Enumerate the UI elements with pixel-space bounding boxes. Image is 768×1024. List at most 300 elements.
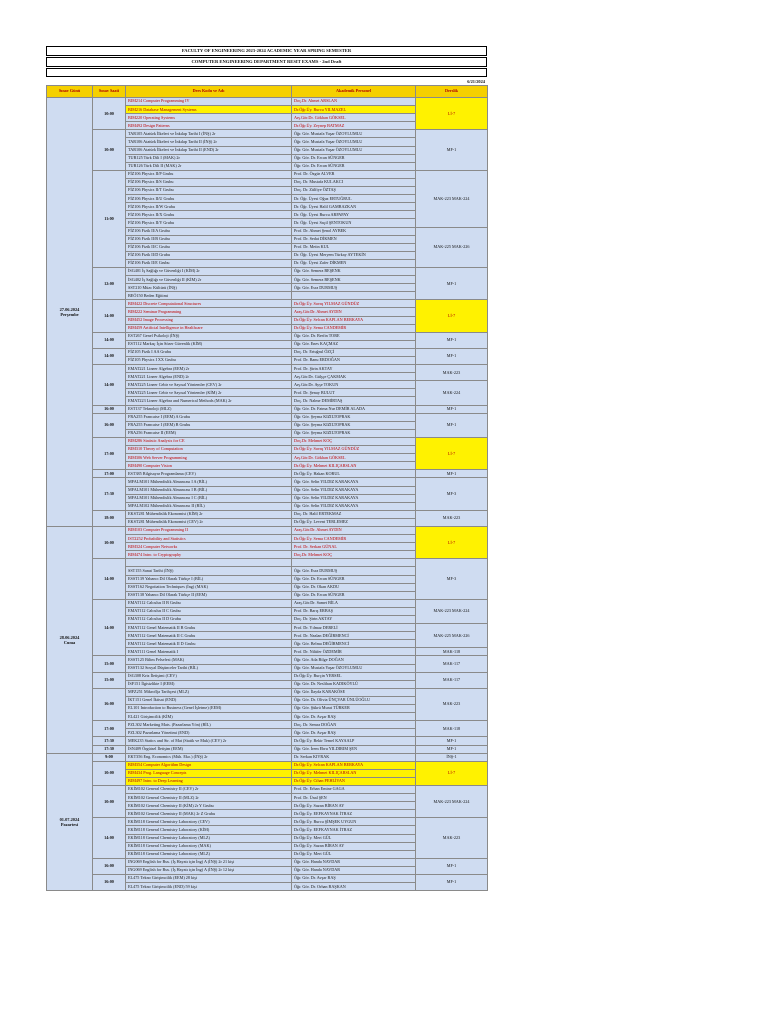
exam-time-cell: 16:00 [93, 858, 126, 874]
staff-cell: Öğr. Gör. Dr. Ercan SÜNGER [292, 591, 416, 599]
course-cell: FRA255 Francaise I (EEM) A Grubu [126, 413, 292, 421]
staff-cell: Öğr. Gör. Enes KAÇMAZ [292, 340, 416, 348]
staff-cell: Öğr. Gör. Belma DEĞİRMENCİ [292, 640, 416, 648]
course-cell: BIM459 Artificial Intelligence in Healthcare [126, 324, 292, 332]
course-cell: FİZ106 Physics II/T Grubu [126, 187, 292, 195]
table-row [47, 559, 488, 567]
exam-date: 28.06.2024 [59, 634, 80, 640]
table-row [47, 721, 488, 729]
staff-cell: Doç. Dr. Ertuğrul ÖZÇİ [292, 348, 416, 356]
table-row [47, 365, 488, 373]
room-cell: Lİ-7 [416, 98, 488, 130]
room-cell: MAK-225 MAK-226 [416, 624, 488, 648]
room-cell: MAK-223 MAK-224 [416, 599, 488, 623]
table-row [47, 672, 488, 680]
room-cell: MAK-223 [416, 510, 488, 526]
course-cell: EL475 Tekno Girişimcilik (END) 59 kişi [126, 883, 292, 891]
table-row [47, 348, 488, 356]
table-row [47, 267, 488, 275]
staff-cell: Öğr. Gör. Semera BEŞENK [292, 267, 416, 275]
staff-cell: Öğr. Gör. Dr. Ercan SÜNGER [292, 575, 416, 583]
course-cell: İSG308 Kriz İletişimi (CEV) [126, 672, 292, 680]
table-row [47, 599, 488, 607]
course-cell: PZL302 Marketing Mats. (Pazarlama Yön) (BİL) [126, 721, 292, 729]
exam-time-cell: 17:30 [93, 737, 126, 745]
course-cell: BIM103 Computer Programming II [126, 526, 292, 534]
staff-cell: Dr.Öğr.Üy. Savaş YILMAZ GÜNDÜZ [292, 446, 416, 454]
course-cell: EKİM102 General Chemistry II (CEV) 2r [126, 785, 292, 793]
course-cell: EL101 Introduction to Business (Genel İşletme) (EEM) [126, 705, 292, 713]
table-row [47, 875, 488, 883]
room-cell: MF-1 [416, 130, 488, 170]
staff-cell: Prof. Dr. Yılmaz DERELİ [292, 624, 416, 632]
exam-time-cell: 11:00 [93, 170, 126, 267]
room-cell: MAK-118 [416, 648, 488, 656]
staff-cell: Prof. Dr. Ünal ŞEN [292, 794, 416, 802]
room-cell: MAK-223 [416, 688, 488, 720]
course-cell: BIM306 Web Server Programming [126, 454, 292, 462]
table-row [47, 753, 488, 761]
staff-cell: Prof. Dr. Banu ERDOĞAN [292, 357, 416, 365]
course-cell: EMAT112 Genel Matematik II D Grubu [126, 640, 292, 648]
table-row [47, 470, 488, 478]
course-cell: BIM286 Statistic Analysis for CE [126, 437, 292, 445]
course-cell: FİZ106 Physics II/P Grubu [126, 170, 292, 178]
exam-time-cell: 14:00 [93, 365, 126, 405]
course-cell: FİZ106 Fizik II/D Grubu [126, 251, 292, 259]
course-cell: IST2252 Probability and Statistics [126, 535, 292, 543]
col-header-course: Ders Kodu ve Adı [126, 86, 292, 98]
course-cell: EKİM118 General Chemistry Laboratory (MAK) [126, 842, 292, 850]
course-cell: BIM222 Seminar Programming [126, 308, 292, 316]
staff-cell: Dr. Serkan KIVRAK [292, 753, 416, 761]
col-header-room: Derslik [416, 86, 488, 98]
exam-time-cell: 17:00 [93, 721, 126, 737]
course-cell: PZL302 Pazarlama Yönetimi (END) [126, 729, 292, 737]
course-cell: İSG401 İş Sağlığı ve Güvenliği I (KİM) 2r [126, 267, 292, 275]
staff-cell: Dr. Öğr. Üyesi Oğuz ERTUĞRUL [292, 195, 416, 203]
exam-time-cell: 10:00 [93, 130, 126, 170]
table-row [47, 656, 488, 664]
course-cell: BIM434 Prog. Language Concepts [126, 769, 292, 777]
staff-cell: Dr.Öğr.Üy. Mehmet KILIÇARSLAN [292, 462, 416, 470]
exam-time-cell: 14:00 [93, 599, 126, 656]
document-date: 6/21/2024 [467, 79, 485, 84]
course-cell: EKİM102 General Chemistry II (MAK) 2r Z Grubu [126, 810, 292, 818]
exam-time-cell: 17:30 [93, 478, 126, 510]
exam-time-cell: 14:00 [93, 818, 126, 858]
course-cell: TUR125 Türk Dili I (MAK) 2r [126, 154, 292, 162]
table-row [47, 413, 488, 421]
course-cell: EKİM118 General Chemistry Laboratory (CEV) [126, 818, 292, 826]
course-cell: FİZ106 Fizik II/B Grubu [126, 235, 292, 243]
course-cell: ESST138 Yabancı Dil Olarak Türkçe II (EEM) [126, 591, 292, 599]
exam-time-cell: 16:00 [93, 688, 126, 720]
staff-cell: Arş.Gör.Dr. Gökhan GÖKSEL [292, 114, 416, 122]
staff-cell: Dr.Öğr.Üy. Savaş YILMAZ GÜNDÜZ [292, 300, 416, 308]
table-row [47, 437, 488, 445]
staff-cell: Öğr. Gör. Dr. Orhan BAŞKAN [292, 883, 416, 891]
staff-cell: Doç. Dr. Zülfiye ÖZTAŞ [292, 187, 416, 195]
course-cell: EMAT112 Genel Matematik II B Grubu [126, 624, 292, 632]
exam-day-cell [47, 526, 93, 753]
course-cell: FİZ105 Physics I XX Grubu [126, 357, 292, 365]
staff-cell: Öğr. Gör. Dr. Ercan SÜNGER [292, 154, 416, 162]
exam-time-cell: 14:00 [93, 348, 126, 364]
course-cell: ING069 English for Bus. (İş Hayatı için İng) A (İNŞ) 2r 21 kişi [126, 858, 292, 866]
staff-cell: Araş.Gör.Dr. Ahmet AYDIN [292, 308, 416, 316]
course-cell: EMAT111 Genel Matematik I [126, 648, 292, 656]
course-cell: EMAT112 Calculus II B Grubu [126, 599, 292, 607]
staff-cell: Öğr. Gör. Mustafa Yaşar ÖZOYLUMLU [292, 138, 416, 146]
course-cell: BIM474 Intro. to Cryptography [126, 551, 292, 559]
course-cell: EMAT225 Lineer Cebir ve Sayısal Yöntemler (CEV) 2r [126, 381, 292, 389]
exam-time-cell: 14:00 [93, 559, 126, 599]
exam-weekday: Pazartesi [60, 821, 79, 827]
course-cell: İKT151 Genel İktisat (END) [126, 696, 292, 704]
staff-cell: Öğr. Gör. Handa NAVDAR [292, 858, 416, 866]
staff-cell: Prof. Dr. Özgür ALVER [292, 170, 416, 178]
course-cell: EL421 Girişimcilik (KİM) [126, 713, 292, 721]
room-cell: İNŞ-1 [416, 753, 488, 761]
col-header-staff: Akademik Personel [292, 86, 416, 98]
room-cell: MAK-117 [416, 672, 488, 688]
staff-cell: Öğr. Gör. Dr. Ercan SÜNGER [292, 162, 416, 170]
document-subtitle: COMPUTER ENGINEERING DEPARTMENT RESIT EXAMS - 2nd Draft [46, 57, 487, 67]
staff-cell: Dr.Öğr.Üy. Selcan KAPLAN BERKAYA [292, 761, 416, 769]
exam-time-cell: 10:00 [93, 761, 126, 785]
staff-cell: Doç.Dr. Mehmet KOÇ [292, 437, 416, 445]
exam-day-cell [47, 98, 93, 527]
course-cell: MFALM101 Mühendislik Almancası I B (BİL) [126, 486, 292, 494]
staff-cell: Dr.Öğr.Üy. Burcu YILMAZEL [292, 106, 416, 114]
staff-cell: Öğr. Gör. İlayda KARAKÖSE [292, 688, 416, 696]
course-cell: EMAT225 Lineer Cebir ve Sayısal Yöntemler (KİM) 2r [126, 389, 292, 397]
room-cell: Lİ-7 [416, 526, 488, 558]
course-cell: EST385 Bilgisayar Programlama (CEV) [126, 470, 292, 478]
course-cell: FİZ106 Fizik II/E Grubu [126, 259, 292, 267]
course-cell [126, 559, 292, 567]
staff-cell: Doç. Dr. Nalme DEMİRTAŞ [292, 397, 416, 405]
room-cell: MAK-223 [416, 365, 488, 381]
staff-cell: Doç.Dr. Ahmet ARSLAN [292, 98, 416, 106]
exam-weekday: Cuma [63, 639, 76, 645]
room-cell: MF-3 [416, 478, 488, 510]
exam-time-cell: 17:00 [93, 470, 126, 478]
room-cell: MF-3 [416, 559, 488, 599]
col-header-time: Sınav Saati [93, 86, 126, 98]
course-cell: İSN409 Örgütsel İletişim (EEM) [126, 745, 292, 753]
col-header-day: Sınav Günü [47, 86, 93, 98]
room-cell: Lİ-7 [416, 437, 488, 469]
staff-cell: Dr.Öğr.Üy. Mert GÜL [292, 834, 416, 842]
staff-cell: Öğr. Gör. Mustafa Yaşar ÖZOYLUMLU [292, 664, 416, 672]
course-cell: BIM452 Image Processing [126, 316, 292, 324]
table-row [47, 761, 488, 769]
course-cell: SST155 Sanat Tarihi (İNŞ) [126, 567, 292, 575]
course-cell: EMAT221 Lineer Algebra (END) 2r [126, 373, 292, 381]
room-cell: MF-1 [416, 737, 488, 745]
room-cell: Lİ-7 [416, 761, 488, 785]
course-cell: MFZ251 Mikroflja Tarihçesi (MLZ) [126, 688, 292, 696]
course-cell: FİZ106 Physics II/X Grubu [126, 211, 292, 219]
exam-table [46, 85, 488, 891]
table-row [47, 818, 488, 826]
staff-cell: Öğr. Gör. Dr. Neslihan KADIKÖYLÜ [292, 680, 416, 688]
staff-cell: Araş.Gör.Dr. Samet BİLA [292, 599, 416, 607]
course-cell: EKT356 Eng. Economics (Müh. Eko.) (İNŞ) 2r [126, 753, 292, 761]
table-row [47, 478, 488, 486]
staff-cell: Öğr. Gör. Dr. Avşar BAŞ [292, 713, 416, 721]
staff-cell: Öğr. Gör. Ada Bilge DOĞAN [292, 656, 416, 664]
table-row [47, 688, 488, 696]
staff-cell: Prof. Dr. Ahmet Şenol AYBEK [292, 227, 416, 235]
room-cell: MAK-224 [416, 381, 488, 405]
room-cell: MF-1 [416, 875, 488, 891]
course-cell: TAR106 Atatürk İlkeleri ve İnkılap Tarihi II (İNŞ) 2r [126, 138, 292, 146]
course-cell: EKST281 Mühendislik Ekonomisi (CEV) 2r [126, 518, 292, 526]
staff-cell: Öğr. Gör. Dr. Avşar BAŞ [292, 875, 416, 883]
room-cell: MF-1 [416, 413, 488, 437]
exam-time-cell: 14:00 [93, 300, 126, 332]
course-cell: MFALM101 Mühendislik Almancası I A (BİL) [126, 478, 292, 486]
staff-cell: Öğr. Gör. Selin YILDIZ KARAKAYA [292, 478, 416, 486]
course-cell: FİZ105 Fizik I AA Grubu [126, 348, 292, 356]
staff-cell: Dr.Öğr.Üy. Suzan BİRAN AY [292, 802, 416, 810]
staff-cell: Öğr. Gör. Esra DURMUŞ [292, 284, 416, 292]
course-cell: EKİM118 General Chemistry Laboratory (MLZ) [126, 834, 292, 842]
exam-time-cell: 16:00 [93, 405, 126, 413]
course-cell: TUR126 Türk Dili II (MAK) 2r [126, 162, 292, 170]
course-cell: TAR106 Atatürk İlkeleri ve İnkılap Tarihi II (END) 2r [126, 146, 292, 154]
staff-cell: Dr.Öğr.Üy. Mehmet KILIÇARSLAN [292, 769, 416, 777]
course-cell: FİZ106 Fizik II/A Grubu [126, 227, 292, 235]
staff-cell: Doç.Dr. Mehmet KOÇ [292, 551, 416, 559]
staff-cell: Dr. Öğr. Üyesi Meryem Türkay AYTEKİN [292, 251, 416, 259]
course-cell: BIM422 Discrete Computational Structures [126, 300, 292, 308]
table-row [47, 332, 488, 340]
staff-cell: Öğr. Gör. Mustafa Yaşar ÖZOYLUMLU [292, 130, 416, 138]
exam-date: 27.06.2024 [59, 306, 80, 312]
staff-cell: Doç. Dr. Halil ERTEKMAZ [292, 510, 416, 518]
staff-cell: Prof. Dr. Nilüfer ÖZDEMİR [292, 648, 416, 656]
staff-cell: Öğr. Gör. Semera BEŞENK [292, 276, 416, 284]
course-cell: BIM220 Operating Systems [126, 114, 292, 122]
table-row [47, 785, 488, 793]
exam-time-cell: 17:30 [93, 745, 126, 753]
staff-cell: Dr.Öğr.Üy. Hakan KORUL [292, 470, 416, 478]
course-cell: FİZ106 Physics II/U Grubu [126, 195, 292, 203]
staff-cell: Prof. Dr. Şirin AKTAY [292, 365, 416, 373]
staff-cell: Öğr. Gör. Selin YILDIZ KARAKAYA [292, 502, 416, 510]
table-row [47, 130, 488, 138]
room-cell: MF-1 [416, 348, 488, 364]
staff-cell: Öğr. Gör. Şükrü Murat TÜRKER [292, 705, 416, 713]
course-cell: EKİM118 General Chemistry Laboratory (MLZ) [126, 850, 292, 858]
course-cell: BIM310 Theory of Computation [126, 446, 292, 454]
course-cell: FRA255 Francaise I (EEM) B Grubu [126, 421, 292, 429]
course-cell: ESST139 Yabancı Dil Olarak Türkçe I (BİL) [126, 575, 292, 583]
staff-cell: Prof. Dr. Erhan Emine GAGA [292, 785, 416, 793]
course-cell: BIM216 Database Management Systems [126, 106, 292, 114]
exam-time-cell: 18:00 [93, 510, 126, 526]
staff-cell: Öğr. Gör. Handa NAVDAR [292, 866, 416, 874]
staff-cell: Dr. Öğr. Üyesi Zafer DİKMEN [292, 259, 416, 267]
schedule-sheet [46, 46, 487, 891]
table-row [47, 526, 488, 534]
course-cell: BIM354 Computer Algorithm Design [126, 761, 292, 769]
course-cell: TAR105 Atatürk İlkeleri ve İnkılap Tarihi I (İNŞ) 2r [126, 130, 292, 138]
staff-cell: Prof. Dr. Serkan GÜNAL [292, 543, 416, 551]
room-cell: MF-1 [416, 332, 488, 348]
course-cell: MFALM102 Mühendislik Almancası II (BİL) [126, 502, 292, 510]
exam-time-cell: 10:00 [93, 526, 126, 558]
staff-cell: Öğr. Gör. Selin YILDIZ KARAKAYA [292, 494, 416, 502]
course-cell: BIM497 Intro. to Deep Learning [126, 777, 292, 785]
course-cell: ESST132 Sosyal Düşünceler Tarihi (BİL) [126, 664, 292, 672]
course-cell: EST267 Genel Psikoloji (İNŞ) [126, 332, 292, 340]
course-cell: EMAT223 Lineer Algebra and Numerical Methods (MAK) 2r [126, 397, 292, 405]
staff-cell: Dr.Öğr.Üy. Levent TERLEMEZ [292, 518, 416, 526]
course-cell: BEÖ150 Beden Eğitimi [126, 292, 292, 300]
staff-cell: Öğr. Gör. İrem Ebru YILDIRIM ŞEN [292, 745, 416, 753]
staff-cell: Dr.Öğr.Üy. Burçin YERSEL [292, 672, 416, 680]
exam-time-cell: 10:00 [93, 785, 126, 817]
course-cell: FİZ106 Physics II/Y Grubu [126, 219, 292, 227]
staff-cell: Doç. Dr. Şirin AKTAY [292, 616, 416, 624]
staff-cell: Dr. Öğr. Üyesi Halil GAMBAZKAN [292, 203, 416, 211]
exam-time-cell: 15:00 [93, 656, 126, 672]
table-row [47, 858, 488, 866]
table-row [47, 510, 488, 518]
staff-cell: Dr. Öğr. Üyesi Burcu ARPAPAY [292, 211, 416, 219]
course-cell: EMAT112 Calculus II D Grubu [126, 616, 292, 624]
course-cell: EKST281 Mühendislik Ekonomisi (KİM) 2r [126, 510, 292, 518]
staff-cell: Dr. Öğr. Üyesi Saçil ŞENTOKUN [292, 219, 416, 227]
course-cell: EST112 Markaç İçin Sözer Güvenlik (KİM) [126, 340, 292, 348]
staff-cell: Dr.Öğr.Üy. Selcan KAPLAN BERKAYA [292, 316, 416, 324]
course-cell: FRA256 Francaise II (EEM) [126, 429, 292, 437]
staff-cell: Arş.Gör.Dr. Gökhan GÖKSEL [292, 454, 416, 462]
staff-cell: Dr.Öğr.Üy. Zeynep BATMAZ [292, 122, 416, 130]
course-cell: EKİM102 General Chemistry II (KİM) 2r Y Grubu [126, 802, 292, 810]
room-cell: MAK-223 MAK-224 [416, 170, 488, 227]
course-cell: EMAT221 Lineer Algebra (EEM) 2r [126, 365, 292, 373]
staff-cell: Öğr. Gör. Dr. Okan AKDU [292, 583, 416, 591]
staff-cell: Dr.Öğr.Üy. Sema CANDEMİR [292, 535, 416, 543]
exam-time-cell: 16:00 [93, 875, 126, 891]
course-cell: İSG402 İş Sağlığı ve Güvenliği II (KİM) 2r [126, 276, 292, 284]
table-row [47, 300, 488, 308]
exam-time-cell: 9:00 [93, 753, 126, 761]
course-cell: MEK235 Statics and Str. of Mat (Statik ve Muk) (CEV) 2r [126, 737, 292, 745]
staff-cell [292, 292, 416, 300]
table-body [47, 98, 488, 891]
course-cell: ING069 English for Bus. (İş Hayatı için İng) A (İNŞ) 2r 12 kişi [126, 866, 292, 874]
course-cell: FİZ106 Physics II/S Grubu [126, 178, 292, 186]
exam-day-cell [47, 753, 93, 891]
table-row [47, 98, 488, 106]
course-cell: BIM214 Computer Programming IV [126, 98, 292, 106]
course-cell: ESST125 Bilim Felsefesi (MAK) [126, 656, 292, 664]
course-cell: İSF151 İlgisizlikte I (EEM) [126, 680, 292, 688]
staff-cell: Öğr. Gör. Dr. Berfin TORE [292, 332, 416, 340]
table-row [47, 745, 488, 753]
staff-cell: Dr.Öğr.Üy. Suzan BİRAN AY [292, 842, 416, 850]
course-cell: EST137 Teknoloji (MLZ) [126, 405, 292, 413]
exam-time-cell: 12:00 [93, 267, 126, 299]
room-cell: MF-1 [416, 405, 488, 413]
staff-cell: Öğr. Gör. Şeyma KIZILTOPRAK [292, 429, 416, 437]
table-row [47, 170, 488, 178]
staff-cell: Öğr. Gör. Şeyma KIZILTOPRAK [292, 421, 416, 429]
staff-cell: Prof. Dr. Barış ERBAŞ [292, 607, 416, 615]
room-cell: MAK-223 [416, 818, 488, 858]
staff-cell: Dr.Öğr.Üy. Mert GÜL [292, 850, 416, 858]
room-cell: MF-1 [416, 858, 488, 874]
staff-cell: Öğr. Gör. Selin YILDIZ KARAKAYA [292, 486, 416, 494]
course-cell: MFALM101 Mühendislik Almancası I C (BİL) [126, 494, 292, 502]
staff-cell: Doç. Dr. Semra DOĞAN [292, 721, 416, 729]
course-cell: EMAT112 Genel Matematik II C Grubu [126, 632, 292, 640]
staff-cell: Dr.Öğr.Üy. Cihan PEHLİVAN [292, 777, 416, 785]
room-cell: MF-1 [416, 470, 488, 478]
staff-cell: Öğr. Gör. Esra DURMUŞ [292, 567, 416, 575]
course-cell: ESST162 Negotiation Techniques (İng) (MAK) [126, 583, 292, 591]
course-cell: EKİM102 General Chemistry II (MLZ) 2r [126, 794, 292, 802]
staff-cell: Dr.Öğr.Üy. EEFKAYNAK İTRAZ [292, 810, 416, 818]
staff-cell: Öğr. Gör. Dr. Olivia ÜNÇVAR ÜNLÜOĞLU [292, 696, 416, 704]
exam-time-cell: 16:00 [93, 413, 126, 437]
exam-time-cell: 17:00 [93, 437, 126, 469]
staff-cell: Öğr. Gör. Şeyma KIZILTOPRAK [292, 413, 416, 421]
room-cell: MAK-118 [416, 721, 488, 737]
room-cell: MAK-117 [416, 656, 488, 672]
course-cell: EMAT112 Calculus II C Grubu [126, 607, 292, 615]
staff-cell: Doç. Dr. Mustafa KULAKCI [292, 178, 416, 186]
staff-cell [292, 559, 416, 567]
blank-row [46, 68, 487, 77]
room-cell: MF-1 [416, 267, 488, 299]
staff-cell: Prof. Dr. Sedat DİKMEN [292, 235, 416, 243]
staff-cell: Dr.Öğr.Üy. Bekir Temel KAYAALP [292, 737, 416, 745]
document-title: FACULTY OF ENGINEERING 2023-2024 ACADEMIC YEAR SPRING SEMESTER [46, 46, 487, 56]
staff-cell: Dr.Öğr.Üy. Sema CANDEMİR [292, 324, 416, 332]
exam-time-cell: 15:00 [93, 672, 126, 688]
staff-cell: Dr.Öğr.Üy. EEFKAYNAK İTRAZ [292, 826, 416, 834]
staff-cell: Araş.Gör.Dr. Ahmet AYDIN [292, 526, 416, 534]
course-cell: EKİM118 General Chemistry Laboratory (KİM) [126, 826, 292, 834]
exam-weekday: Perşembe [60, 311, 79, 317]
room-cell: MF-1 [416, 745, 488, 753]
room-cell: Lİ-7 [416, 300, 488, 332]
course-cell: BIM492 Design Patterns [126, 122, 292, 130]
course-cell: SST210 Müzc Kültürü (İNŞ) [126, 284, 292, 292]
exam-time-cell: 14:00 [93, 332, 126, 348]
staff-cell: Öğr. Gör. Mustafa Yaşar ÖZOYLUMLU [292, 146, 416, 154]
staff-cell: Öğr. Gör. Dr. Avşar BAŞ [292, 729, 416, 737]
staff-cell: Prof. Dr. Şenay BULUT [292, 389, 416, 397]
staff-cell: Öğr. Gör. Dr. Fatma Nur DEMİR ALADA [292, 405, 416, 413]
room-cell: MAK-223 MAK-224 [416, 785, 488, 817]
course-cell: FİZ106 Fizik II/C Grubu [126, 243, 292, 251]
table-row [47, 737, 488, 745]
course-cell: FİZ106 Physics II/W Grubu [126, 203, 292, 211]
table-header-row [47, 86, 488, 98]
staff-cell: Arş.Gör.Dr. Ayşe TOKUN [292, 381, 416, 389]
table-row [47, 405, 488, 413]
staff-cell: Arş.Gör.Dr. Gülşçe ÇAKMAK [292, 373, 416, 381]
